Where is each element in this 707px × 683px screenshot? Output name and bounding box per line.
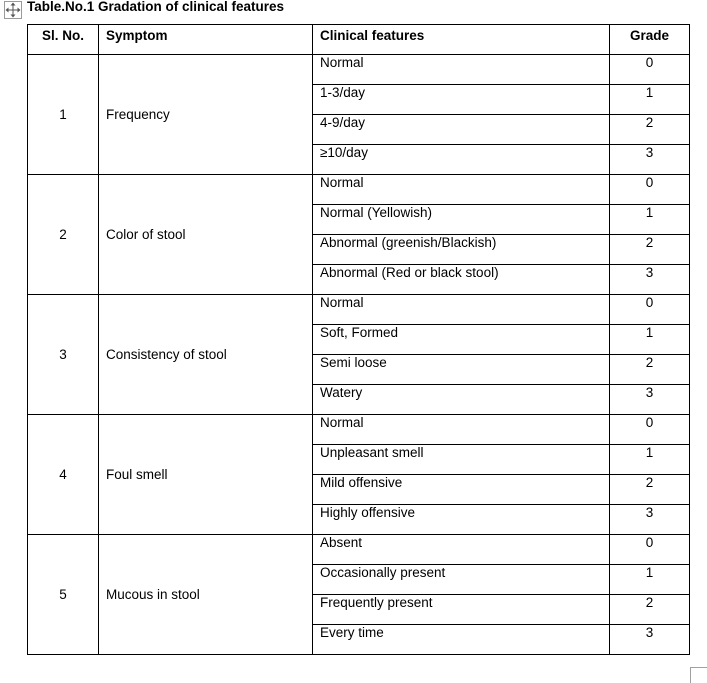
- grade-cell: 2: [610, 475, 690, 505]
- sl-no-cell: 2: [28, 175, 99, 295]
- feature-cell: Abnormal (Red or black stool): [313, 265, 610, 295]
- symptom-cell: Frequency: [99, 55, 313, 175]
- feature-cell: Normal (Yellowish): [313, 205, 610, 235]
- grade-cell: 1: [610, 565, 690, 595]
- sl-no-cell: 3: [28, 295, 99, 415]
- header-sl-no: Sl. No.: [28, 25, 99, 55]
- table-move-handle-icon[interactable]: [4, 1, 22, 19]
- feature-cell: ≥10/day: [313, 145, 610, 175]
- grade-cell: 0: [610, 295, 690, 325]
- table-row: [28, 415, 690, 445]
- grade-cell: 3: [610, 265, 690, 295]
- symptom-cell: Foul smell: [99, 415, 313, 535]
- grade-cell: 3: [610, 145, 690, 175]
- table-header-row: [28, 25, 690, 55]
- table-row: [28, 175, 690, 205]
- table-row: [28, 535, 690, 565]
- header-clinical-features: Clinical features: [313, 25, 610, 55]
- grade-cell: 3: [610, 385, 690, 415]
- feature-cell: Normal: [313, 295, 610, 325]
- feature-cell: 4-9/day: [313, 115, 610, 145]
- feature-cell: Normal: [313, 415, 610, 445]
- symptom-cell: Consistency of stool: [99, 295, 313, 415]
- symptom-cell: Mucous in stool: [99, 535, 313, 655]
- feature-cell: Semi loose: [313, 355, 610, 385]
- grade-cell: 0: [610, 55, 690, 85]
- feature-cell: Normal: [313, 175, 610, 205]
- table-row: [28, 55, 690, 85]
- grade-cell: 0: [610, 175, 690, 205]
- table-row: [28, 295, 690, 325]
- grade-cell: 2: [610, 595, 690, 625]
- grade-cell: 1: [610, 325, 690, 355]
- table-caption: Table.No.1 Gradation of clinical features: [27, 0, 285, 14]
- feature-cell: Frequently present: [313, 595, 610, 625]
- feature-cell: Watery: [313, 385, 610, 415]
- grade-cell: 2: [610, 355, 690, 385]
- feature-cell: Absent: [313, 535, 610, 565]
- feature-cell: 1-3/day: [313, 85, 610, 115]
- grade-cell: 1: [610, 205, 690, 235]
- grade-cell: 3: [610, 505, 690, 535]
- feature-cell: Unpleasant smell: [313, 445, 610, 475]
- symptom-cell: Color of stool: [99, 175, 313, 295]
- grade-cell: 1: [610, 445, 690, 475]
- feature-cell: Normal: [313, 55, 610, 85]
- grade-cell: 3: [610, 625, 690, 655]
- sl-no-cell: 1: [28, 55, 99, 175]
- grade-cell: 2: [610, 235, 690, 265]
- grade-cell: 0: [610, 415, 690, 445]
- grade-cell: 0: [610, 535, 690, 565]
- header-grade: Grade: [610, 25, 690, 55]
- feature-cell: Soft, Formed: [313, 325, 610, 355]
- grade-cell: 2: [610, 115, 690, 145]
- feature-cell: Mild offensive: [313, 475, 610, 505]
- sl-no-cell: 5: [28, 535, 99, 655]
- feature-cell: Occasionally present: [313, 565, 610, 595]
- gradation-table: [27, 24, 690, 655]
- header-symptom: Symptom: [99, 25, 313, 55]
- feature-cell: Every time: [313, 625, 610, 655]
- feature-cell: Highly offensive: [313, 505, 610, 535]
- table-resize-handle[interactable]: [690, 667, 707, 683]
- feature-cell: Abnormal (greenish/Blackish): [313, 235, 610, 265]
- sl-no-cell: 4: [28, 415, 99, 535]
- grade-cell: 1: [610, 85, 690, 115]
